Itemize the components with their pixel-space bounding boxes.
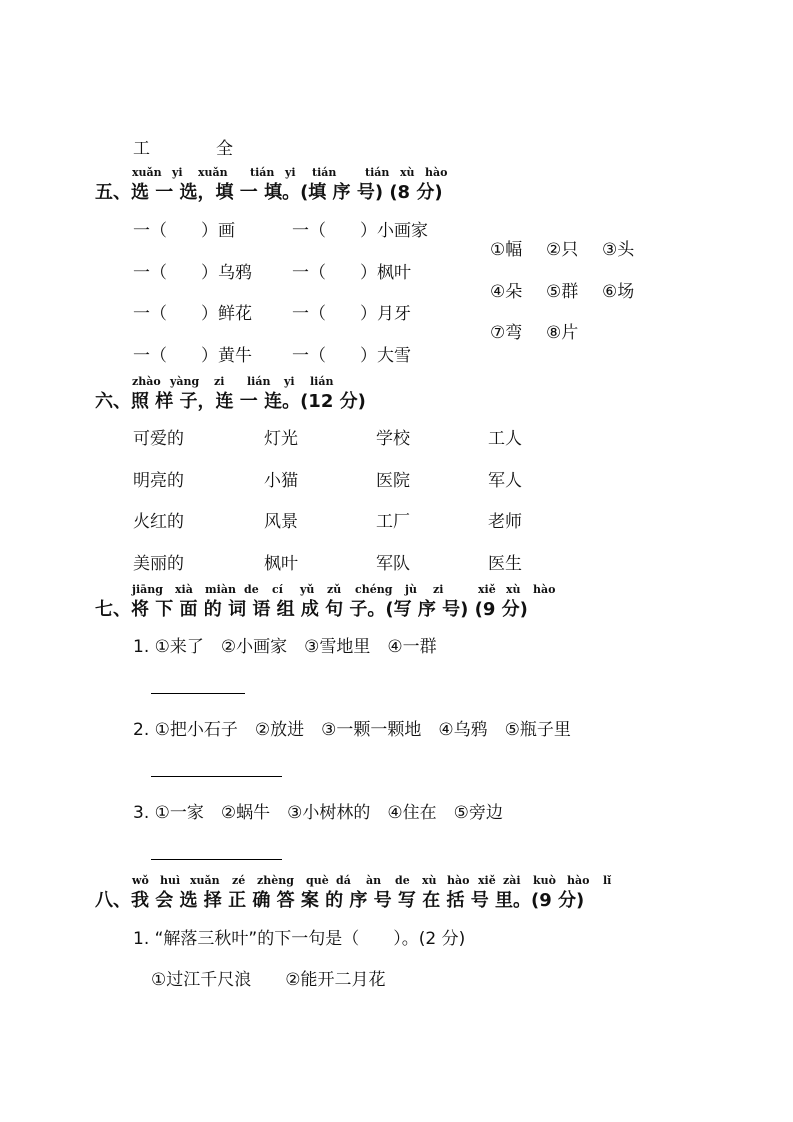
pinyin: zi — [214, 375, 225, 388]
fill-blank-item: 一（ ）鲜花 — [133, 304, 252, 324]
question-1-options: ①过江千尺浪 ②能开二月花 — [151, 970, 386, 990]
pinyin: xù — [506, 583, 521, 596]
section-7-title: 七、将 下 面 的 词 语 组 成 句 子。(写 序 号) (9 分) — [95, 599, 528, 620]
pinyin: què — [306, 874, 329, 887]
word: 风景 — [264, 512, 298, 532]
fill-blank-item: 一（ ）画 — [133, 221, 235, 241]
word: 灯光 — [264, 429, 298, 449]
word: 医生 — [488, 554, 522, 574]
pinyin: cí — [272, 583, 283, 596]
word: 可爱的 — [133, 429, 184, 449]
word: 医院 — [376, 471, 410, 491]
fill-blank-item: 一（ ）大雪 — [292, 346, 411, 366]
pinyin: huì — [160, 874, 181, 887]
pinyin: tián — [312, 166, 337, 179]
option: ④朵 — [490, 282, 523, 302]
word: 老师 — [488, 512, 522, 532]
answer-line — [151, 693, 245, 694]
option: ⑥场 — [602, 282, 635, 302]
fill-blank-item: 一（ ）乌鸦 — [133, 263, 252, 283]
pinyin: dá — [336, 874, 351, 887]
pinyin: wǒ — [132, 874, 149, 887]
answer-line — [151, 859, 282, 860]
word: 明亮的 — [133, 471, 184, 491]
option: ⑦弯 — [490, 323, 523, 343]
pinyin: zhào — [132, 375, 161, 388]
pinyin: xià — [175, 583, 193, 596]
word: 学校 — [376, 429, 410, 449]
pinyin: xiě — [478, 583, 496, 596]
section-5-title: 五、选 一 选，填 一 填。(填 序 号) (8 分) — [95, 182, 443, 203]
pinyin: xuǎn — [198, 166, 228, 179]
pinyin: xù — [400, 166, 415, 179]
pinyin: miàn — [205, 583, 236, 596]
section-6-title: 六、照 样 子，连 一 连。(12 分) — [95, 391, 366, 412]
fill-blank-item: 一（ ）枫叶 — [292, 263, 411, 283]
pinyin: tián — [365, 166, 390, 179]
pinyin: zǔ — [327, 583, 342, 596]
pinyin: hào — [533, 583, 556, 596]
pinyin: lián — [247, 375, 271, 388]
word: 美丽的 — [133, 554, 184, 574]
pinyin: de — [395, 874, 410, 887]
pinyin: jiāng — [132, 583, 163, 596]
sentence-item: 2. ①把小石子 ②放进 ③一颗一颗地 ④乌鸦 ⑤瓶子里 — [133, 720, 571, 740]
word: 军队 — [376, 554, 410, 574]
option: ⑤群 — [546, 282, 579, 302]
pinyin: kuò — [533, 874, 556, 887]
fill-blank-item: 一（ ）小画家 — [292, 221, 428, 241]
question-1: 1. “解落三秋叶”的下一句是（ ）。(2 分) — [133, 929, 466, 949]
pinyin: hào — [425, 166, 448, 179]
pinyin: xuǎn — [132, 166, 162, 179]
pinyin: yi — [285, 166, 296, 179]
pinyin: xuǎn — [190, 874, 220, 887]
option: ②只 — [546, 240, 579, 260]
pinyin: xiě — [478, 874, 496, 887]
pinyin: lǐ — [603, 874, 612, 887]
sentence-item: 1. ①来了 ②小画家 ③雪地里 ④一群 — [133, 637, 437, 657]
word: 小猫 — [264, 471, 298, 491]
pinyin: tián — [250, 166, 275, 179]
fill-blank-item: 一（ ）黄牛 — [133, 346, 252, 366]
word: 火红的 — [133, 512, 184, 532]
option: ⑧片 — [546, 323, 579, 343]
top-char-2: 全 — [216, 139, 233, 159]
pinyin: de — [244, 583, 259, 596]
pinyin: yǔ — [300, 583, 315, 596]
top-char-1: 工 — [133, 139, 150, 159]
section-8-title: 八、我 会 选 择 正 确 答 案 的 序 号 写 在 括 号 里。(9 分) — [95, 890, 585, 911]
word: 工厂 — [376, 512, 410, 532]
option: ③头 — [602, 240, 635, 260]
word: 军人 — [488, 471, 522, 491]
word: 工人 — [488, 429, 522, 449]
pinyin: yi — [284, 375, 295, 388]
pinyin: zi — [433, 583, 444, 596]
pinyin: àn — [366, 874, 382, 887]
pinyin: hào — [567, 874, 590, 887]
pinyin: chéng — [355, 583, 393, 596]
pinyin: zé — [232, 874, 246, 887]
pinyin: lián — [310, 375, 334, 388]
pinyin: hào — [447, 874, 470, 887]
pinyin: yi — [172, 166, 183, 179]
pinyin: jù — [405, 583, 417, 596]
pinyin: zài — [503, 874, 521, 887]
option: ①幅 — [490, 240, 523, 260]
word: 枫叶 — [264, 554, 298, 574]
fill-blank-item: 一（ ）月牙 — [292, 304, 411, 324]
pinyin: zhèng — [257, 874, 294, 887]
pinyin: yàng — [170, 375, 200, 388]
sentence-item: 3. ①一家 ②蜗牛 ③小树林的 ④住在 ⑤旁边 — [133, 803, 503, 823]
answer-line — [151, 776, 282, 777]
pinyin: xù — [422, 874, 437, 887]
